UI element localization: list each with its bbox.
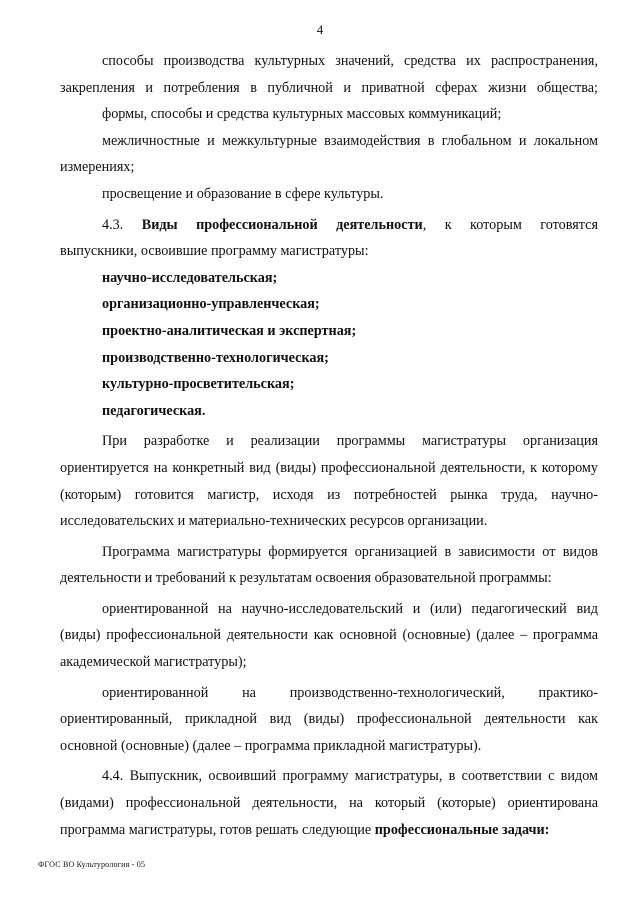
activity-type-item: научно-исследовательская;	[102, 269, 278, 286]
activity-type-item: производственно-технологическая;	[102, 349, 329, 366]
list-item-continuation: закрепления и потребления в публичной и приватной сферах жизни общества;	[60, 79, 598, 96]
section-bold-term: Виды профессиональной деятельности	[141, 216, 423, 233]
list-item: просвещение и образование в сфере культуры.	[102, 185, 384, 202]
professional-tasks-term: профессиональные задачи:	[374, 821, 550, 838]
paragraph-applied-master: ориентированной на производственно-технологический, практико-ориентированный, прикладной вид (виды) профессиональной деятельности как основной (основные) (далее – программа прикладной магистратуры).	[60, 684, 598, 754]
activity-type-item: педагогическая.	[102, 402, 206, 419]
list-item-continuation: измерениях;	[60, 159, 135, 176]
paragraph-development: При разработке и реализации программы магистратуры организация ориентируется на конкретный вид (виды) профессиональной деятельности, к которому (которым) готовится магистр, исходя из потребностей рынка труда, научно-исследовательских и материально-технических ресурсов организации.	[60, 433, 598, 530]
page-number: 4	[316, 22, 324, 37]
section-4-3-continuation: выпускники, освоившие программу магистратуры:	[60, 243, 369, 260]
list-item: способы производства культурных значений, средства их распространения,	[102, 53, 598, 69]
paragraph-formation: Программа магистратуры формируется организацией в зависимости от видов деятельности и требований к результатам освоения образовательной программы:	[60, 543, 598, 587]
list-item: формы, способы и средства культурных массовых коммуникаций;	[102, 106, 502, 123]
section-number: 4.3.	[102, 216, 142, 233]
document-body	[60, 48, 598, 843]
paragraph-4-4-text: 4.4. Выпускник, освоивший программу магистратуры, в соответствии с видом (видами) профессиональной деятельности, на который (которые) ориентирована программа магистратуры, готов решать следующие	[60, 768, 598, 838]
footer-text: ФГОС ВО Культурология - 05	[38, 860, 146, 869]
activity-type-item: проектно-аналитическая и экспертная;	[102, 322, 357, 339]
activity-type-item: организационно-управленческая;	[102, 296, 320, 313]
list-item: межличностные и межкультурные взаимодействия в глобальном и локальном	[102, 132, 598, 149]
paragraph-4-4	[60, 763, 598, 843]
activity-type-item: культурно-просветительская;	[102, 376, 295, 393]
section-4-3-heading	[60, 212, 598, 239]
activity-types-list	[60, 265, 598, 425]
paragraph-academic-master: ориентированной на научно-исследовательский и (или) педагогический вид (виды) профессиональной деятельности как основной (основные) (далее – программа академической магистратуры);	[60, 600, 598, 671]
section-text: , к которым готовятся	[422, 216, 598, 233]
